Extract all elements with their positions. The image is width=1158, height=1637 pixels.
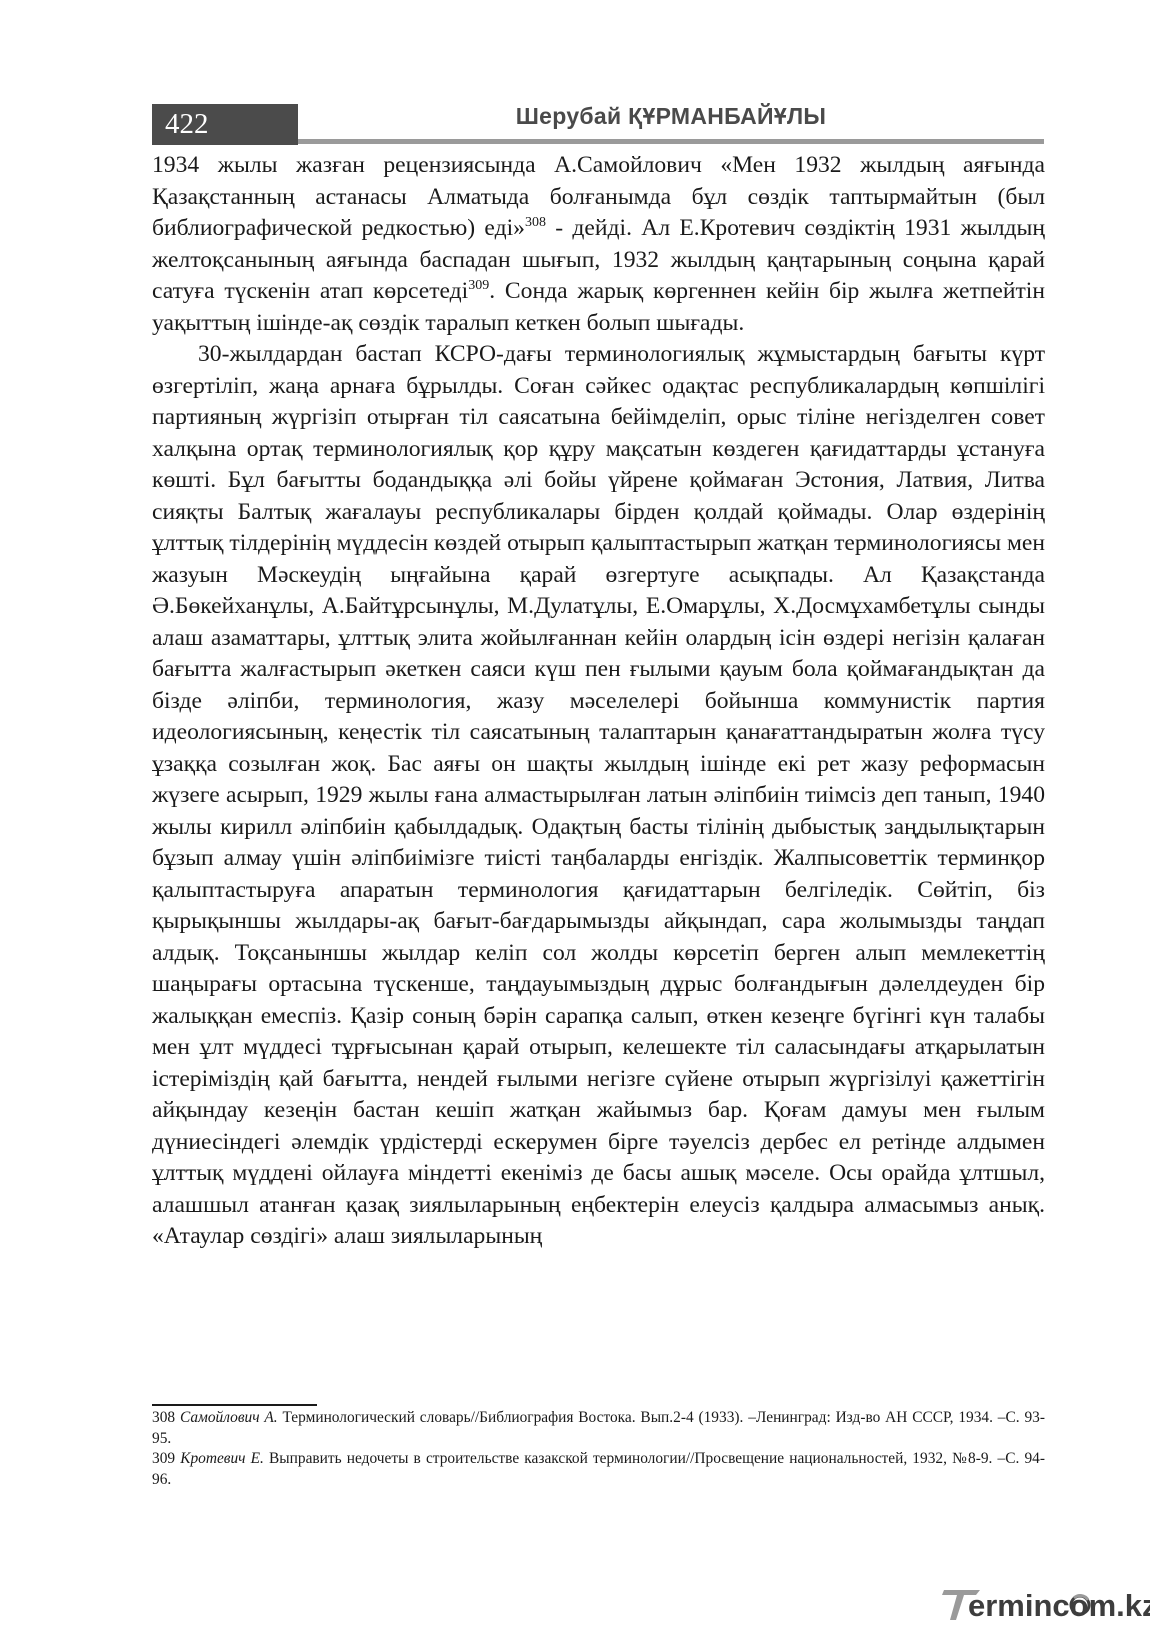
footnote-309 [152,1449,1045,1490]
page-number [152,104,298,145]
footnotes [152,1408,1045,1490]
footnote-ref-309[interactable]: 309 [468,278,490,294]
footnote-number: 308 [152,1409,176,1426]
header-rule [298,139,1044,144]
paragraph-1-part-c: . Сонда жарық көргеннен кейін бір жылға жетпейтін уақыттың ішінде-ақ сөздік таралып кеткен болып шығады. [152,278,1045,336]
page-number-text: 422 [165,108,209,140]
paragraph-1-part-a: 1934 жылы жазған рецензиясында А.Самойлович «Мен 1932 жылдың аяғында Қазақстанның астанасы Алматыда болғанымда бұл сөздік таптырмайтын (был библиографической редкостью) еді» [152,152,1045,241]
paragraph-2: 30-жылдардан бастап КСРО-дағы терминологиялық жұмыстардың бағыты күрт өзгертіліп, жаңа арнаға бұрылды. Соған сәйкес одақтас республикалардың көпшілігі партияның жүргізіп отырған тіл саясатына бейімделіп, орыс тіліне негізделген совет халқына ортақ терминологиялық қор құру мақсатын көздеген қағидаттарды ұстануға көшті. Бұл бағытты бодандыққа әлі бойы үйрене қоймаған Эстония, Латвия, Литва сияқты Балтық жағалауы республикалары бірден қолдай қоймады. Олар өздерінің ұлттық тілдерінің мүддесін көздей отырып қалыптастырып жатқан терминологиясы мен жазуын Мәскеудің ыңғайына қарай өзгертуге асықпады. Ал Қазақстанда Ә.Бөкейханұлы, А.Байтұрсынұлы, М.Дулатұлы, Е.Омарұлы, Х.Досмұхамбетұлы сынды алаш азаматтары, ұлттық элита жойылғаннан кейін олардың ісін өздері негізін қалаған бағытта жалғастырып әкеткен саяси күш пен ғылыми қауым бола қоймағандықтан да бізде әліпби, терминология, жазу мәселелері бойынша коммунистік партия идеологиясының, кеңестік тіл саясатының талаптарын қанағаттандыратын жолға түсу ұзаққа созылған жоқ. Бас аяғы он шақты жылдың ішінде екі рет жазу реформасын жүзеге асырып, 1929 жылы ғана алмастырылған латын әліпбиін тиімсіз деп танып, 1940 жылы кирилл әліпбиін қабылдадық. Одақтың басты тілінің дыбыстық заңдылықтарын бұзып алмау үшін әліпбиімізге тиісті таңбаларды енгіздік. Жалпысоветтік терминқор қалыптастыруға апаратын терминология қағидаттарын белгіледік. Сөйтіп, біз қырықыншы жылдары-ақ бағыт-бағдарымызды айқындап, сара жолымызды таңдап алдық. Тоқсаныншы жылдар келіп сол жолды көрсетіп берген алып мемлекеттің шаңырағы ортасына түскенше, таңдауымыздың дұрыс болғандығын дәлелдеуден бір жалыққан емеспіз. Қазір соның бәрін сарапқа салып, өткен кезеңге бүгінгі күн талабы мен ұлт мүддесі тұрғысынан қарай отырып, келешекте тіл саласындағы атқарылатын істеріміздің қай бағытта, нендей ғылыми негізге сүйене отырып жүргізілуі қажеттігін айқындау кезеңін бастан кешіп жатқан жайымыз бар. Қоғам дамуы мен ғылым дүниесіндегі әлемдік үрдістерді ескерумен бірге тәуелсіз дербес ел ретінде алдымен ұлттық мүддені ойлауға міндетті екеніміз де басы ашық мәселе. Осы орайда ұлтшыл, алашшыл атанған қазақ зиялыларының еңбектерін елеусіз қалдыра алмасымыз анық. «Атаулар сөздігі» алаш зиялыларының [152,341,1045,1249]
footnote-text: Выправить недочеты в строительстве казакской терминологии//Просвещение национальностей, 1932, №8-9. –С. 94-96. [152,1450,1045,1488]
running-head: Шерубай ҚҰРМАНБАЙҰЛЫ [515,103,827,129]
paragraph-1 [152,150,1045,339]
footnote-308 [152,1408,1045,1449]
footnote-number: 309 [152,1450,176,1467]
footnote-text: Терминологический словарь//Библиография Востока. Вып.2-4 (1933). –Ленинград: Изд-во АН СССР, 1934. –С. 93-95. [152,1409,1045,1447]
paragraph-1-part-b: - дейді. Ал Е.Кротевич сөздіктің 1931 жылдың желтоқсанының аяғында баспадан шығып, 1932 жылдың қаңтарының соңына қарай сатуға түскенін атап көрсетеді [152,215,1045,304]
footnote-author: Самойлович А. [179,1409,278,1426]
footnote-separator [152,1404,317,1406]
main-text [152,150,1045,1253]
footnote-ref-308[interactable]: 308 [524,215,546,231]
footnote-author: Кротевич Е. [180,1450,264,1467]
svg-text:ermincom.kz: ermincom.kz [968,1588,1150,1623]
termincom-logo [940,1580,1150,1628]
